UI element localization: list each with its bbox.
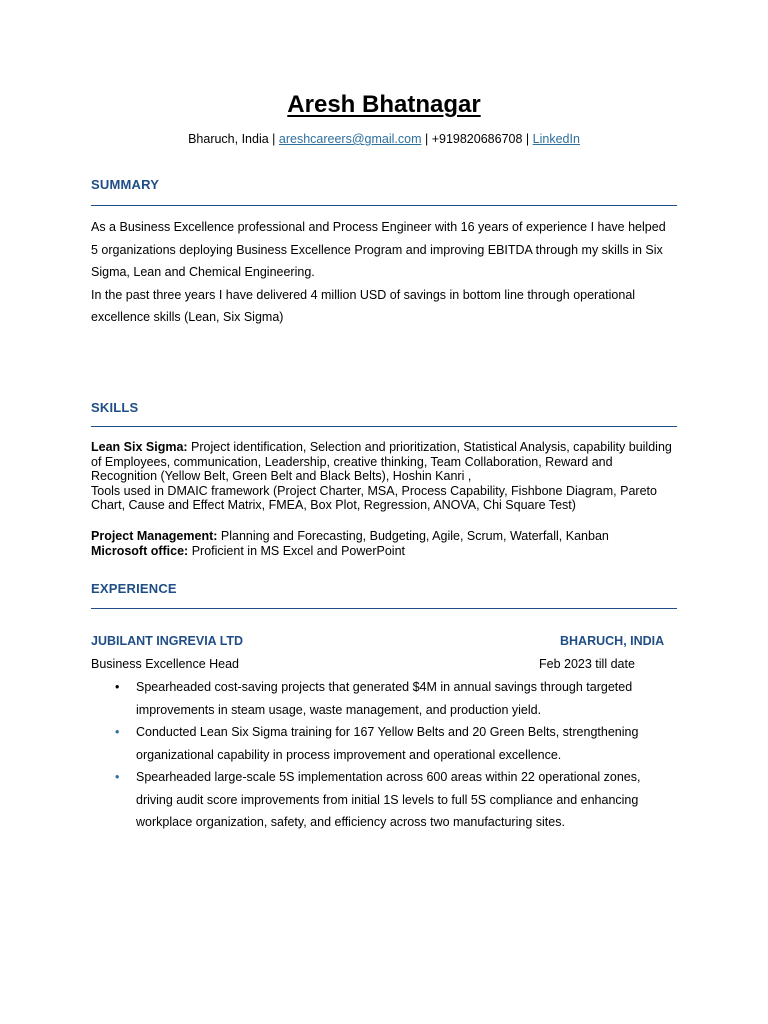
skills-ms-label: Microsoft office: (91, 543, 189, 558)
experience-heading: EXPERIENCE (91, 581, 177, 596)
bullet-dot: • (115, 680, 120, 694)
skills-lean-line: Tools used in DMAIC framework (Project Charter, MSA, Process Capability, Fishbone Diagram, Pareto (91, 483, 657, 498)
contact-separator: | (522, 132, 533, 146)
skills-heading: SKILLS (91, 400, 139, 415)
contact-phone: +919820686708 (431, 132, 523, 146)
job-bullet-list (115, 676, 696, 834)
bullet-line: Spearheaded cost-saving projects that generated $4M in annual savings through targeted (136, 680, 633, 694)
summary-line: 5 organizations deploying Business Excellence Program and improving EBITDA through my skills in Six (91, 242, 663, 257)
skills-lean-block (91, 440, 681, 513)
summary-divider (91, 205, 677, 206)
skills-pm-label: Project Management: (91, 529, 218, 543)
bullet-line: workplace organization, safety, and efficiency across two manufacturing sites. (136, 815, 565, 829)
skills-lean-text: Project identification, Selection and prioritization, Statistical Analysis, capability building (187, 440, 672, 454)
bullet-line: Conducted Lean Six Sigma training for 167 Yellow Belts and 20 Green Belts, strengthening (136, 725, 639, 739)
job-company: JUBILANT INGREVIA LTD (91, 634, 244, 648)
contact-line (0, 132, 768, 146)
job-location: BHARUCH, INDIA (560, 634, 665, 648)
contact-location: Bharuch, India (188, 132, 269, 146)
candidate-name: Aresh Bhatnagar (287, 91, 481, 118)
job-dates: Feb 2023 till date (539, 657, 635, 671)
summary-heading: SUMMARY (91, 177, 160, 192)
contact-separator: | (421, 132, 432, 146)
skills-other-block (91, 529, 681, 558)
summary-line: Sigma, Lean and Chemical Engineering. (91, 265, 315, 279)
bullet-dot: • (115, 725, 120, 739)
summary-text (91, 216, 666, 329)
bullet-line: organizational capability in process improvement and operational excellence. (136, 747, 562, 762)
bullet-line: Spearheaded large-scale 5S implementation across 600 areas within 22 operational zones, (136, 770, 641, 784)
contact-separator: | (268, 132, 279, 146)
skills-lean-line: Chart, Cause and Effect Matrix, FMEA, Box Plot, Regression, ANOVA, Chi Square Test) (91, 498, 576, 513)
skills-pm-line (91, 529, 681, 544)
skills-lean-line (91, 440, 681, 455)
bullet-line: improvements in steam usage, waste management, and production yield. (136, 702, 542, 717)
job-bullet (115, 676, 696, 721)
job-role: Business Excellence Head (91, 657, 239, 671)
job-bullet (115, 766, 696, 834)
skills-lean-line: of Employees, communication, Leadership, creative thinking, Team Collaboration, Reward and (91, 454, 613, 469)
linkedin-link[interactable]: LinkedIn (532, 132, 580, 146)
skills-lean-line: Recognition (Yellow Belt, Green Belt and Black Belts), Hoshin Kanri , (91, 469, 472, 484)
skills-divider (91, 426, 677, 427)
experience-divider (91, 608, 677, 609)
skills-ms-line (91, 544, 681, 559)
summary-line: In the past three years I have delivered 4 million USD of savings in bottom line through operational (91, 287, 636, 302)
summary-line: As a Business Excellence professional and Process Engineer with 16 years of experience I have helped (91, 220, 666, 234)
skills-pm-text: Planning and Forecasting, Budgeting, Agile, Scrum, Waterfall, Kanban (217, 529, 609, 543)
summary-line: excellence skills (Lean, Six Sigma) (91, 310, 284, 324)
skills-ms-text: Proficient in MS Excel and PowerPoint (188, 543, 406, 558)
bullet-dot: • (115, 770, 120, 784)
skills-lean-label: Lean Six Sigma: (91, 440, 188, 454)
job-bullet (115, 721, 696, 766)
email-link[interactable]: areshcareers@gmail.com (278, 132, 422, 146)
bullet-line: driving audit score improvements from initial 1S levels to full 5S compliance and enhancing (136, 792, 639, 807)
